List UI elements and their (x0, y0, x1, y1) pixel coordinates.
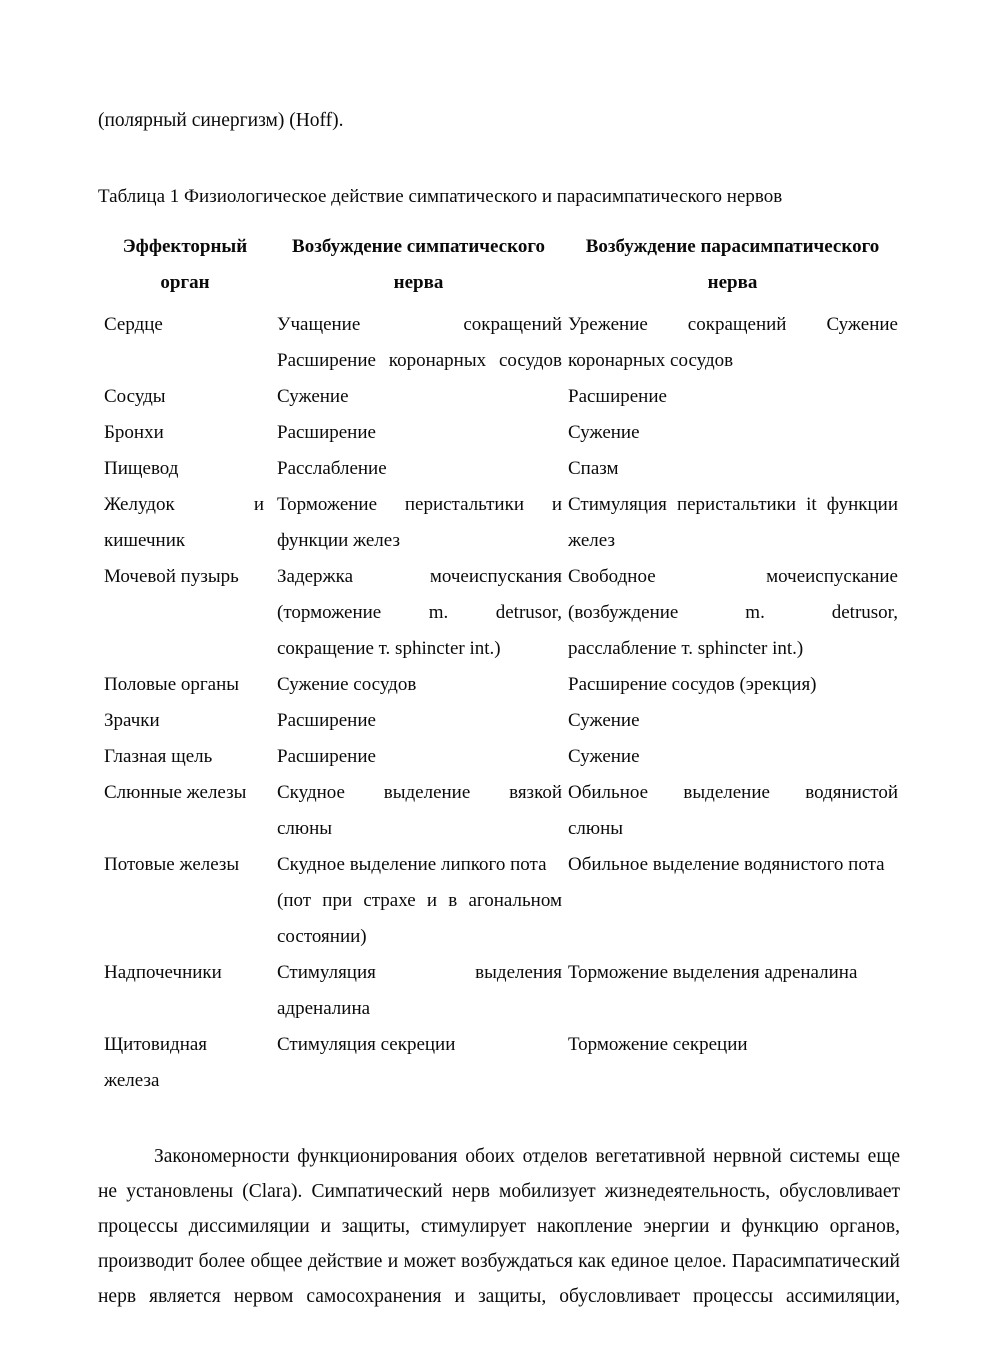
column-header-sympathetic (272, 229, 565, 307)
cell-effector-organ (98, 451, 272, 487)
cell-sympathetic (272, 847, 565, 955)
cell-line: Расширение (277, 746, 376, 767)
cell-line: Половые органы (104, 674, 240, 695)
table-row (98, 487, 900, 559)
cell-effector-organ (98, 559, 272, 667)
cell-line: (возбуждение m. detrusor, (568, 602, 898, 623)
table-header-row (98, 229, 900, 307)
cell-line: Учащение сокращений (277, 314, 562, 335)
cell-line: Пищевод (104, 458, 179, 479)
cell-line: Обильное выделение водянистой (568, 782, 898, 803)
cell-line: Расширение (568, 386, 667, 407)
table-row (98, 307, 900, 379)
cell-line: (торможение m. detrusor, (277, 602, 562, 623)
column-header-line: орган (160, 272, 210, 293)
cell-line: Стимуляция секреции (277, 1034, 456, 1055)
cell-line: состоянии) (277, 926, 367, 947)
table-row (98, 667, 900, 703)
cell-effector-organ (98, 415, 272, 451)
cell-parasympathetic (565, 379, 900, 415)
cell-sympathetic (272, 379, 565, 415)
cell-effector-organ (98, 775, 272, 847)
cell-sympathetic (272, 415, 565, 451)
table-row (98, 739, 900, 775)
cell-line: Сосуды (104, 386, 166, 407)
cell-effector-organ (98, 847, 272, 955)
cell-sympathetic (272, 307, 565, 379)
column-header-line: нерва (393, 272, 444, 293)
cell-line: Потовые железы (104, 854, 240, 875)
cell-line: Слюнные железы (104, 782, 247, 803)
cell-line: Торможение перистальтики и (277, 494, 562, 515)
cell-sympathetic (272, 1027, 565, 1099)
cell-parasympathetic (565, 307, 900, 379)
cell-line: Расслабление (277, 458, 387, 479)
cell-line: Торможение секреции (568, 1034, 748, 1055)
cell-line: Свободное мочеиспускание (568, 566, 898, 587)
cell-line: Задержка мочеиспускания (277, 566, 562, 587)
column-header-line: нерва (707, 272, 758, 293)
cell-sympathetic (272, 667, 565, 703)
table-row (98, 1027, 900, 1099)
table-row (98, 451, 900, 487)
cell-line: железа (104, 1070, 160, 1091)
cell-line: Урежение сокращений Сужение (568, 314, 898, 335)
cell-line: Скудное выделение липкого пота (277, 854, 547, 875)
cell-line: (пот при страхе и в агональном (277, 890, 562, 911)
cell-line: Сужение (568, 710, 640, 731)
table-row (98, 379, 900, 415)
cell-line: Стимуляция выделения (277, 962, 562, 983)
cell-effector-organ (98, 739, 272, 775)
cell-line: Глазная щель (104, 746, 213, 767)
cell-effector-organ (98, 379, 272, 415)
cell-line: Надпочечники (104, 962, 222, 983)
cell-line: слюны (568, 818, 624, 839)
cell-line: Бронхи (104, 422, 164, 443)
cell-effector-organ (98, 487, 272, 559)
table-caption: Таблица 1 Физиологическое действие симпатического и парасимпатического нервов (98, 186, 783, 207)
cell-line: сокращение т. sphincter int.) (277, 638, 501, 659)
column-header-line: Возбуждение симпатического (292, 236, 545, 257)
cell-parasympathetic (565, 955, 900, 1027)
cell-parasympathetic (565, 703, 900, 739)
cell-sympathetic (272, 955, 565, 1027)
cell-line: Сужение сосудов (277, 674, 417, 695)
table-header (98, 229, 900, 307)
cell-line: Сужение (568, 422, 640, 443)
cell-effector-organ (98, 703, 272, 739)
table-row (98, 415, 900, 451)
cell-parasympathetic (565, 415, 900, 451)
cell-effector-organ (98, 955, 272, 1027)
cell-sympathetic (272, 739, 565, 775)
cell-parasympathetic (565, 847, 900, 955)
cell-parasympathetic (565, 559, 900, 667)
cell-sympathetic (272, 559, 565, 667)
cell-line: Расширение сосудов (эрекция) (568, 674, 817, 695)
cell-line: коронарных сосудов (568, 350, 734, 371)
table-body (98, 307, 900, 1099)
column-header-parasympathetic (565, 229, 900, 307)
column-header-line: Возбуждение парасимпатического (585, 236, 880, 257)
cell-line: Сужение (568, 746, 640, 767)
cell-parasympathetic (565, 667, 900, 703)
cell-effector-organ (98, 1027, 272, 1099)
cell-line: Мочевой пузырь (104, 566, 239, 587)
cell-line: желез (568, 530, 615, 551)
cell-parasympathetic (565, 739, 900, 775)
page-content-column (98, 0, 900, 1334)
cell-parasympathetic (565, 487, 900, 559)
table-row (98, 703, 900, 739)
cell-effector-organ (98, 667, 272, 703)
intro-paragraph: (полярный синергизм) (Hoff). (98, 110, 344, 131)
cell-parasympathetic (565, 1027, 900, 1099)
closing-paragraph: Закономерности функционирования обоих отделов вегетативной нервной системы еще не установлены (Clara). Симпатический нерв мобилизует жизнедеятельность, обусловливает процессы диссимиляции и защиты, стимулирует накопление энергии и функцию органов, производит более общее действие и может возбуждаться как единое целое. Парасимпатический нерв является нервом самосохранения и защиты, обусловливает процессы ассимиляции, (98, 1146, 900, 1307)
cell-line: Расширение (277, 422, 376, 443)
physiology-table (98, 229, 900, 1099)
cell-sympathetic (272, 451, 565, 487)
table-row (98, 559, 900, 667)
cell-line: кишечник (104, 530, 186, 551)
column-header-effector-organ (98, 229, 272, 307)
cell-line: Зрачки (104, 710, 160, 731)
cell-line: адреналина (277, 998, 371, 1019)
cell-sympathetic (272, 487, 565, 559)
cell-line: Спазм (568, 458, 619, 479)
column-header-line: Эффекторный (122, 236, 248, 257)
table-row (98, 775, 900, 847)
cell-line: Сердце (104, 314, 163, 335)
cell-parasympathetic (565, 451, 900, 487)
cell-line: Сужение (277, 386, 349, 407)
cell-parasympathetic (565, 775, 900, 847)
table-row (98, 847, 900, 955)
cell-sympathetic (272, 703, 565, 739)
cell-line: функции желез (277, 530, 400, 551)
table-row (98, 955, 900, 1027)
cell-line: расслабление т. sphincter int.) (568, 638, 804, 659)
cell-line: Торможение выделения адреналина (568, 962, 858, 983)
cell-line: Желудок и (104, 494, 264, 515)
cell-line: Расширение (277, 710, 376, 731)
cell-line: Расширение коронарных сосудов (277, 350, 562, 371)
cell-effector-organ (98, 307, 272, 379)
cell-sympathetic (272, 775, 565, 847)
cell-line: Скудное выделение вязкой (277, 782, 562, 803)
cell-line: Щитовидная (104, 1034, 208, 1055)
cell-line: слюны (277, 818, 333, 839)
cell-line: Обильное выделение водянистого пота (568, 854, 885, 875)
cell-line: Стимуляция перистальтики it функции (568, 494, 898, 515)
